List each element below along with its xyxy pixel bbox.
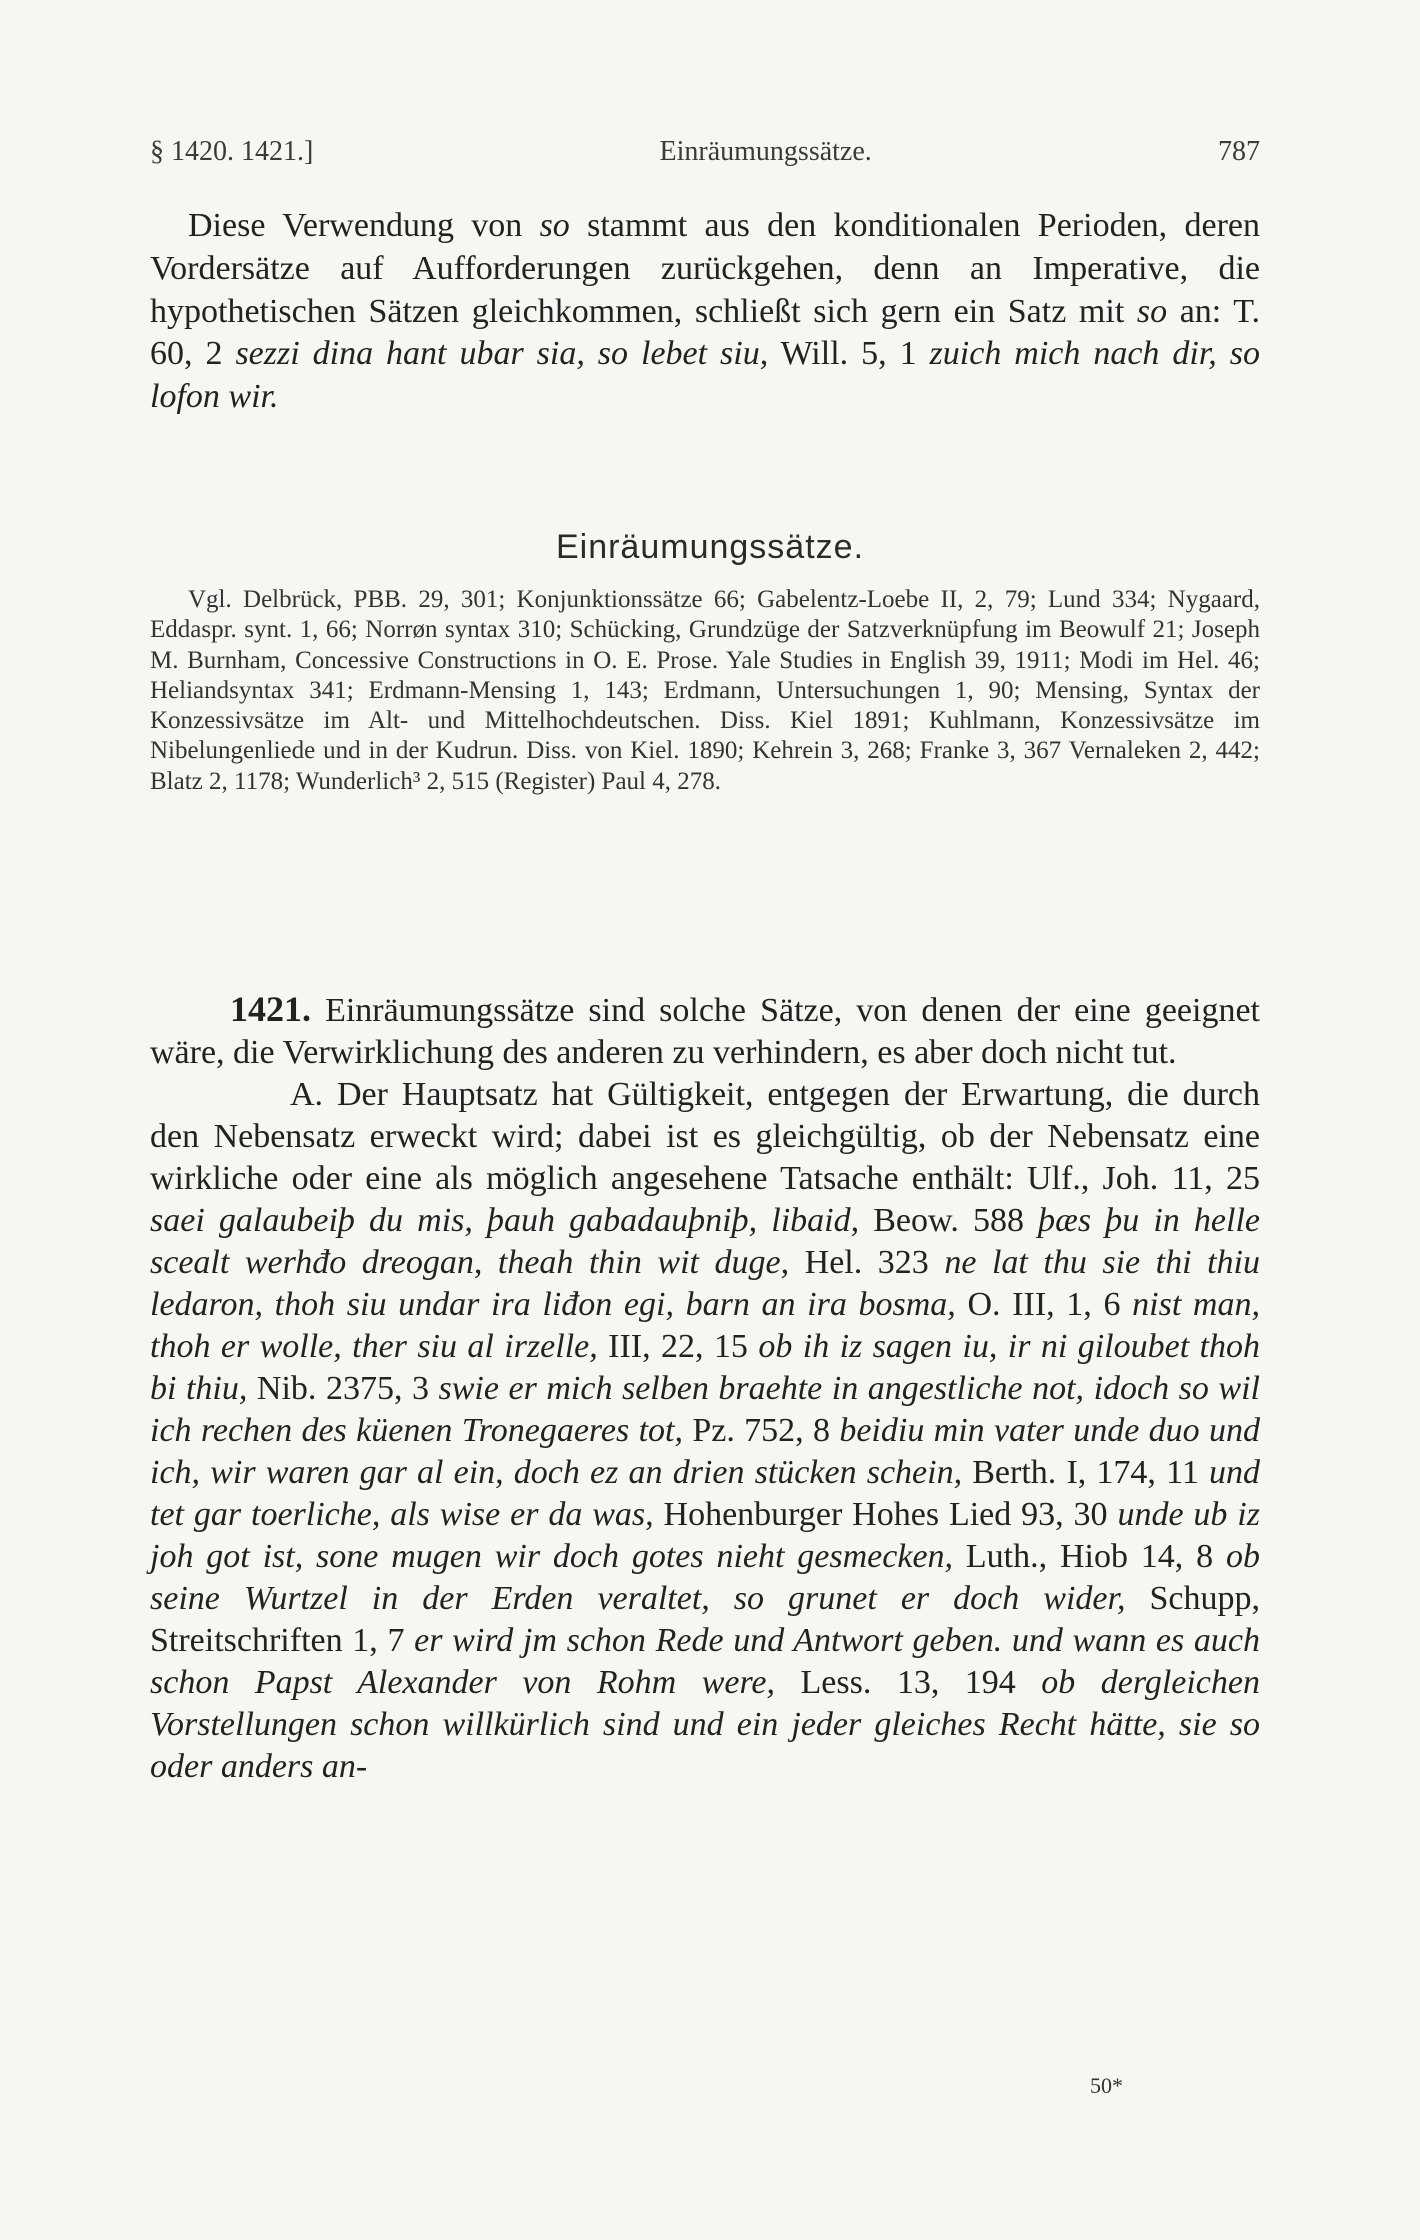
example-quote: swie er mich selben braehte in angestliche not, idoch so wil ich rechen des küenen Tronegaeres tot, (150, 1370, 1261, 1449)
header-section-ref: § 1420. 1421.] (150, 136, 314, 167)
example-quote: er wird jm schon Rede und Antwort geben. und wann es auch schon Papst Alexander von Rohm were, (150, 1622, 1260, 1701)
paragraph-text (150, 205, 1260, 419)
subsection-a-text: A. Der Hauptsatz hat Gültigkeit, entgegen der Erwartung, die durch den Nebensatz erweckt wird; dabei ist es gleichgültig, ob der Nebensatz eine wirkliche oder eine als möglich angesehene Tatsache enthält: (150, 1076, 1260, 1197)
definition-text: Einräumungssätze sind solche Sätze, von denen der eine geeignet wäre, die Verwirklichung des anderen zu verhindern, es aber doch nicht tut. (150, 992, 1260, 1071)
text-run: Will. 5, 1 (768, 335, 930, 373)
example-quote: ne lat thu sie thi thiu ledaron, thoh siu undar ira liđon egi, barn an ira bosma, (150, 1244, 1261, 1323)
italic-run: zuich mich nach dir, so lofon wir. (150, 335, 1260, 416)
example-quote: þæs þu in helle scealt werhđo dreogan, theah thin wit duge, (150, 1202, 1260, 1281)
example-quote: ob dergleichen Vorstellungen schon willkürlich sind und ein jeder gleiches Recht hätte, sie so oder anders an- (150, 1664, 1260, 1785)
header-title: Einräumungssätze. (659, 136, 872, 167)
example-reference: Nib. 2375, 3 (247, 1370, 439, 1407)
printer-signature: 50* (1090, 2073, 1123, 2098)
section-number: 1421. (230, 989, 311, 1029)
text-run: an: T. 60, 2 (150, 292, 1260, 373)
example-quote: beidiu min vater unde duo und ich, wir waren gar al ein, doch ez an drien stücken schein, (150, 1412, 1260, 1491)
example-reference: Luth., Hiob 14, 8 (953, 1538, 1226, 1575)
example-quote: nist man, thoh er wolle, ther siu al irzelle, (150, 1286, 1260, 1365)
references-text: Vgl. Delbrück, PBB. 29, 301; Konjunktionssätze 66; Gabelentz-Loebe II, 2, 79; Lund 334; Nygaard, Eddaspr. synt. 1, 66; Norrøn syntax 310; Schücking, Grundzüge der Satzverknüpfung im Beowulf 21; Joseph M. Burnham, Concessive Constructions in O. E. Prose. Yale Studies in English 39, 1911; Modi im Hel. 46; Heliandsyntax 341; Erdmann-Mensing 1, 143; Erdmann, Untersuchungen 1, 90; Mensing, Syntax der Konzessivsätze im Alt- und Mittelhochdeutschen. Diss. Kiel 1891; Kuhlmann, Konzessivsätze im Nibelungenliede und in der Kudrun. Diss. von Kiel. 1890; Kehrein 3, 268; Franke 3, 367 Vernaleken 2, 442; Blatz 2, 1178; Wunderlich³ 2, 515 (Register) Paul 4, 278. (150, 586, 1260, 795)
bibliography-references (150, 585, 1260, 797)
page-number: 787 (1217, 136, 1260, 167)
paragraph-conditional-so (150, 205, 1260, 419)
example-reference: Pz. 752, 8 (682, 1412, 840, 1449)
text-run: Diese Verwendung von (188, 207, 540, 244)
italic-run: sezzi dina hant ubar sia, so lebet siu, (235, 335, 769, 373)
example-reference: Less. 13, 194 (775, 1664, 1042, 1701)
italic-run: so (1136, 292, 1168, 330)
section-1421-definition (150, 988, 1260, 1788)
section-heading: Einräumungssätze. (555, 528, 865, 566)
italic-run: so (539, 207, 570, 244)
example-quote: ob ih iz sagen iu, ir ni giloubet thoh bi thiu, (150, 1328, 1260, 1407)
example-quote: ob seine Wurtzel in der Erden veraltet, so grunet er doch wider, (150, 1538, 1260, 1617)
example-quote: unde ub iz joh got ist, sone mugen wir doch gotes nieht gesmecken, (150, 1496, 1260, 1575)
definition-paragraph (150, 988, 1260, 1074)
running-head (150, 136, 1260, 168)
example-reference: O. III, 1, 6 (955, 1286, 1133, 1323)
example-reference: Beow. 588 (859, 1202, 1039, 1239)
example-reference: Schupp, Streitschriften 1, 7 (150, 1580, 1260, 1659)
example-reference: Ulf., Joh. 11, 25 (1013, 1160, 1261, 1197)
example-reference: Berth. I, 174, 11 (962, 1454, 1209, 1491)
example-reference: Hohenburger Hohes Lied 93, 30 (653, 1496, 1118, 1533)
subsection-a-paragraph (150, 1074, 1260, 1788)
example-reference: III, 22, 15 (597, 1328, 759, 1365)
example-reference: Hel. 323 (789, 1244, 945, 1281)
example-quote: saei galaubeiþ du mis, þauh gabadauþniþ, libaid, (150, 1202, 860, 1239)
examples-list (150, 1160, 1260, 1785)
example-quote: und tet gar toerliche, als wise er da was, (150, 1454, 1260, 1533)
text-run: stammt aus den konditionalen Perioden, deren Vordersätze auf Aufforderungen zurückgehen, denn an Imperative, die hypothetischen Sätzen gleichkommen, schließt sich gern ein Satz mit (150, 207, 1260, 330)
